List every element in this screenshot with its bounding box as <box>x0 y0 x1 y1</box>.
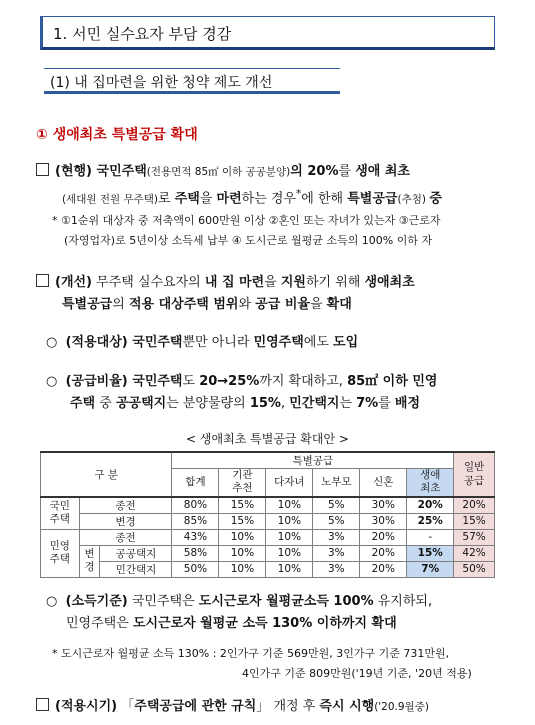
ratio-line-1 <box>46 372 437 392</box>
circle-bullet-icon: ○ <box>46 374 66 389</box>
cell: 43% <box>172 529 219 545</box>
cell: 20% <box>360 529 407 545</box>
text-support: 지원 <box>280 275 306 290</box>
text-lottery: (추첨) <box>397 193 430 206</box>
header-general: 일반 공급 <box>454 452 495 497</box>
text-date: ('20.9월중) <box>374 701 429 713</box>
text-frag: 국민주택은 <box>127 594 199 609</box>
text-frag: , <box>280 396 290 411</box>
row-label: 공공택지 <box>100 545 172 561</box>
header-col: 기관 추천 <box>219 469 266 497</box>
cell: 20% <box>360 545 407 561</box>
current-tag: (현행) <box>55 164 92 179</box>
timing-tag: (적용시기) <box>55 699 118 714</box>
cell: 10% <box>266 513 313 529</box>
cell: 3% <box>313 529 360 545</box>
cell: - <box>407 529 454 545</box>
text-frag: 을 <box>264 275 281 290</box>
text-frag: 을 <box>199 191 217 207</box>
current-note-1: * ①1순위 대상자 중 저축액이 600만원 이상 ②혼인 또는 자녀가 있는자 ③근로자 <box>52 214 441 227</box>
cell: 10% <box>219 529 266 545</box>
text-frag: 까지 확대하고, <box>259 374 348 389</box>
square-bullet-icon <box>36 163 49 176</box>
text-frag: 중 <box>95 396 116 411</box>
footnote-mark: * <box>296 188 302 200</box>
cell: 5% <box>313 497 360 514</box>
text-frag: 유지하되, <box>373 594 433 609</box>
cell: 25% <box>407 513 454 529</box>
text-frag: 을 <box>309 297 327 312</box>
cell: 15% <box>219 513 266 529</box>
improve-line-2 <box>62 295 352 315</box>
section-title: 1. 서민 실수요자 부담 경감 <box>53 25 232 43</box>
text-expand: 확대 <box>326 297 352 312</box>
cell: 85% <box>172 513 219 529</box>
text-public-land: 공공택지 <box>115 396 167 411</box>
table-row <box>41 497 495 514</box>
text-frag: 를 <box>338 164 356 179</box>
section-header-box <box>40 16 495 50</box>
text-scope: 적용 대상주택 범위 <box>128 297 239 312</box>
text-frag: 하기 위해 <box>306 275 365 290</box>
cell: 5% <box>313 513 360 529</box>
text-private-land: 민간택지 <box>289 396 340 411</box>
text-frag: 도 <box>182 374 200 389</box>
table-row <box>41 545 495 561</box>
cell: 3% <box>313 545 360 561</box>
text-rule-name: 주택공급에 관한 규칙 <box>134 699 257 714</box>
cell: 7% <box>407 561 454 577</box>
cell: 58% <box>172 545 219 561</box>
text-frag: 와 <box>238 297 256 312</box>
text-frag: 의 <box>290 164 308 179</box>
current-line-2 <box>62 184 442 209</box>
text-frag: 는 <box>339 396 357 411</box>
text-frag: 무주택 실수요자의 <box>92 275 205 290</box>
square-bullet-icon <box>36 698 49 711</box>
cell: 15% <box>407 545 454 561</box>
row-subgroup-change: 변 경 <box>79 545 100 577</box>
header-col: 노부모 <box>313 469 360 497</box>
cell: 80% <box>172 497 219 514</box>
cell: 50% <box>172 561 219 577</box>
subsection-header-box <box>44 68 340 94</box>
text-special-supply: 특별공급 <box>347 191 398 207</box>
text-national-housing: 국민주택 <box>92 164 147 179</box>
text-housing: 주택 <box>174 191 200 207</box>
table-caption: < 생애최초 특별공급 확대안 > <box>186 432 349 446</box>
text-frag: 중 <box>429 191 442 207</box>
text-first-time: 생애 최초 <box>355 164 410 179</box>
text-frag: 의 <box>112 297 129 312</box>
item-title: ① 생애최초 특별공급 확대 <box>36 127 198 143</box>
cell: 10% <box>266 561 313 577</box>
timing-line <box>36 697 429 717</box>
text-allocate: 배정 <box>394 396 421 411</box>
cell: 15% <box>454 513 495 529</box>
row-group-private: 민영 주택 <box>41 529 80 577</box>
improve-line-1 <box>36 273 415 293</box>
text-7pct: 7% <box>356 396 379 411</box>
text-frag: 로 <box>158 191 175 207</box>
ratio-tag: (공급비율) <box>65 374 128 389</box>
improve-tag: (개선) <box>55 275 92 290</box>
text-special-supply: 특별공급 <box>62 297 113 312</box>
text-area-note: (전용면적 85㎡ 이하 공공분양) <box>146 166 291 178</box>
circle-bullet-icon: ○ <box>46 594 66 609</box>
cell: 10% <box>266 497 313 514</box>
row-label: 민간택지 <box>100 561 172 577</box>
income-note-2: 4인가구 기준 809만원('19년 기준, '20년 적용) <box>242 667 472 680</box>
table-row <box>41 513 495 529</box>
text-frag: 를 <box>378 396 395 411</box>
text-supply-ratio: 공급 비율 <box>255 297 310 312</box>
cell: 30% <box>360 513 407 529</box>
income-tag: (소득기준) <box>65 594 128 609</box>
cell: 20% <box>454 497 495 514</box>
text-homeless-note: (세대원 전원 무주택) <box>62 193 159 206</box>
text-income-100: 도시근로자 월평균소득 100% <box>198 594 374 609</box>
cell: 42% <box>454 545 495 561</box>
text-private-housing: 민영주택 <box>253 335 304 350</box>
text-own-home: 내 집 마련 <box>204 275 265 290</box>
scope-line <box>46 333 358 353</box>
row-label: 종전 <box>79 529 172 545</box>
cell: 30% <box>360 497 407 514</box>
cell: 20% <box>407 497 454 514</box>
square-bullet-icon <box>36 274 49 287</box>
text-20-25: 20→25% <box>199 374 260 389</box>
text-housing: 주택 <box>70 396 96 411</box>
cell: 10% <box>266 545 313 561</box>
header-col: 합계 <box>172 469 219 497</box>
table-row <box>41 561 495 577</box>
text-frag: 에도 <box>303 335 334 350</box>
text-frag: 뿐만 아니라 <box>182 335 254 350</box>
header-col: 신혼 <box>360 469 407 497</box>
cell: 57% <box>454 529 495 545</box>
cell: 20% <box>360 561 407 577</box>
row-label: 종전 <box>79 497 172 514</box>
text-frag: 는 분양물량의 <box>166 396 250 411</box>
text-immediate: 즉시 시행 <box>319 699 375 714</box>
cell: 10% <box>219 561 266 577</box>
scope-tag: (적용대상) <box>65 335 128 350</box>
text-15pct: 15% <box>249 396 281 411</box>
header-group: 구 분 <box>41 452 172 497</box>
text-national-housing: 국민주택 <box>127 374 183 389</box>
header-special: 특별공급 <box>172 452 454 469</box>
income-line-2 <box>66 614 397 634</box>
supply-table <box>40 451 495 578</box>
cell: 3% <box>313 561 360 577</box>
circle-bullet-icon: ○ <box>46 335 66 350</box>
income-line-1 <box>46 592 432 612</box>
cell: 10% <box>219 545 266 561</box>
header-col: 다자녀 <box>266 469 313 497</box>
row-group-national: 국민 주택 <box>41 497 80 530</box>
table-row <box>41 529 495 545</box>
text-national-housing: 국민주택 <box>127 335 183 350</box>
text-first-time: 생애최초 <box>364 275 415 290</box>
text-frag: 」 개정 후 <box>256 699 320 714</box>
text-85-private: 85㎡ 이하 민영 <box>347 374 438 389</box>
current-line-1 <box>36 162 410 182</box>
text-income-130: 도시근로자 월평균 소득 130% 이하까지 확대 <box>132 616 397 631</box>
header-col-first-time: 생애 최초 <box>407 469 454 497</box>
row-label: 변경 <box>79 513 172 529</box>
current-note-2: (자영업자)로 5년이상 소득세 납부 ④ 도시근로 월평균 소득의 100% 이하 자 <box>64 234 433 247</box>
text-introduce: 도입 <box>333 335 359 350</box>
text-frag: 에 한해 <box>301 191 348 207</box>
text-frag: 「 <box>117 699 135 714</box>
text-frag: 하는 경우 <box>241 191 297 207</box>
income-note-1: * 도시근로자 월평균 소득 130% : 2인가구 기준 569만원, 3인가구 기준 731만원, <box>52 647 450 660</box>
cell: 50% <box>454 561 495 577</box>
text-20pct: 20% <box>307 164 339 179</box>
text-frag: 민영주택은 <box>66 616 133 631</box>
text-acquire: 마련 <box>216 191 242 207</box>
subsection-title: (1) 내 집마련을 위한 청약 제도 개선 <box>50 75 273 91</box>
cell: 15% <box>219 497 266 514</box>
ratio-line-2 <box>70 394 420 414</box>
cell: 10% <box>266 529 313 545</box>
